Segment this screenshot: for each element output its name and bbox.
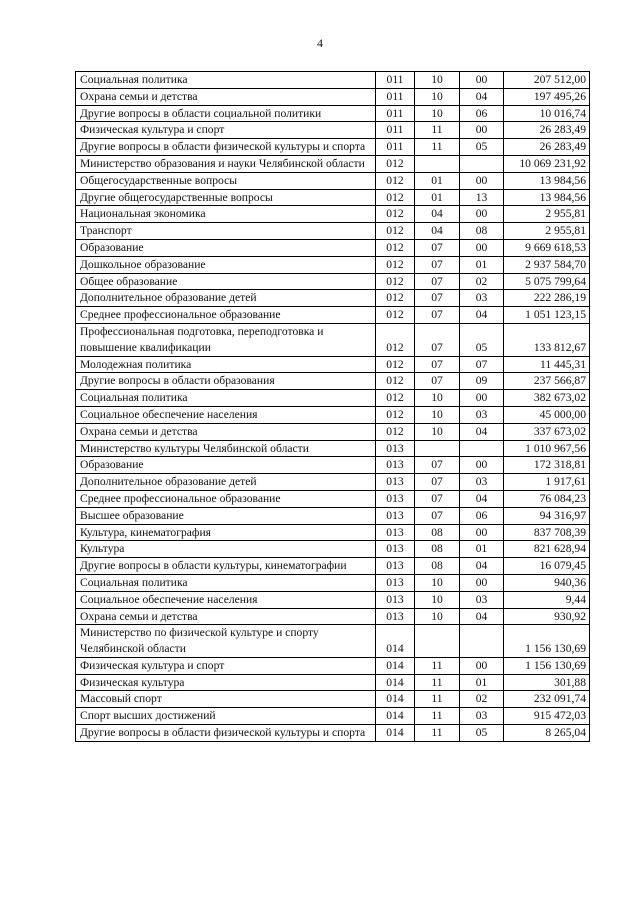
table-row	[76, 574, 590, 591]
subsection-code-cell: 06	[460, 507, 504, 524]
section-code-cell: 08	[415, 541, 460, 558]
subsection-code-cell: 00	[460, 390, 504, 407]
table-row	[76, 541, 590, 558]
subsection-code-cell: 02	[460, 273, 504, 290]
ministry-code-cell: 012	[376, 373, 415, 390]
amount-cell: 10 016,74	[504, 105, 590, 122]
ministry-code-cell: 012	[376, 273, 415, 290]
subsection-code-cell: 04	[460, 307, 504, 324]
amount-cell: 837 708,39	[504, 524, 590, 541]
budget-table	[75, 71, 590, 742]
table-row	[76, 423, 590, 440]
ministry-code-cell: 013	[376, 474, 415, 491]
table-row	[76, 490, 590, 507]
table-row	[76, 390, 590, 407]
section-code-cell: 11	[415, 691, 460, 708]
row-name-cell: Министерство по физической культуре и спорту Челябинской области	[76, 625, 376, 658]
subsection-code-cell: 03	[460, 290, 504, 307]
section-code-cell: 07	[415, 256, 460, 273]
subsection-code-cell: 00	[460, 172, 504, 189]
budget-table-body	[76, 72, 590, 742]
row-name-cell: Среднее профессиональное образование	[76, 490, 376, 507]
section-code-cell: 10	[415, 390, 460, 407]
row-name-cell: Культура, кинематография	[76, 524, 376, 541]
table-row	[76, 189, 590, 206]
ministry-code-cell: 012	[376, 189, 415, 206]
subsection-code-cell: 00	[460, 574, 504, 591]
amount-cell: 197 495,26	[504, 88, 590, 105]
row-name-cell: Образование	[76, 239, 376, 256]
ministry-code-cell: 012	[376, 323, 415, 356]
table-row	[76, 172, 590, 189]
amount-cell: 2 937 584,70	[504, 256, 590, 273]
ministry-code-cell: 012	[376, 290, 415, 307]
ministry-code-cell: 013	[376, 490, 415, 507]
subsection-code-cell: 08	[460, 223, 504, 240]
ministry-code-cell: 011	[376, 105, 415, 122]
table-row	[76, 122, 590, 139]
subsection-code-cell: 03	[460, 591, 504, 608]
section-code-cell: 07	[415, 356, 460, 373]
section-code-cell: 04	[415, 223, 460, 240]
subsection-code-cell: 00	[460, 72, 504, 89]
section-code-cell: 07	[415, 457, 460, 474]
section-code-cell: 11	[415, 725, 460, 742]
amount-cell: 45 000,00	[504, 406, 590, 423]
table-row	[76, 406, 590, 423]
amount-cell: 5 075 799,64	[504, 273, 590, 290]
row-name-cell: Национальная экономика	[76, 206, 376, 223]
amount-cell: 1 051 123,15	[504, 307, 590, 324]
table-row	[76, 507, 590, 524]
ministry-code-cell: 011	[376, 139, 415, 156]
section-code-cell: 08	[415, 558, 460, 575]
subsection-code-cell: 07	[460, 356, 504, 373]
row-name-cell: Общее образование	[76, 273, 376, 290]
subsection-code-cell: 00	[460, 239, 504, 256]
section-code-cell: 10	[415, 574, 460, 591]
row-name-cell: Социальная политика	[76, 574, 376, 591]
amount-cell: 915 472,03	[504, 708, 590, 725]
section-code-cell: 07	[415, 507, 460, 524]
row-name-cell: Дополнительное образование детей	[76, 290, 376, 307]
section-code-cell: 07	[415, 307, 460, 324]
amount-cell: 2 955,81	[504, 223, 590, 240]
subsection-code-cell: 00	[460, 524, 504, 541]
amount-cell: 930,92	[504, 608, 590, 625]
row-name-cell: Социальная политика	[76, 390, 376, 407]
row-name-cell: Общегосударственные вопросы	[76, 172, 376, 189]
subsection-code-cell: 01	[460, 541, 504, 558]
amount-cell: 222 286,19	[504, 290, 590, 307]
amount-cell: 94 316,97	[504, 507, 590, 524]
row-name-cell: Социальная политика	[76, 72, 376, 89]
subsection-code-cell: 04	[460, 88, 504, 105]
table-row	[76, 239, 590, 256]
subsection-code-cell	[460, 625, 504, 658]
amount-cell: 301,88	[504, 674, 590, 691]
subsection-code-cell: 03	[460, 406, 504, 423]
section-code-cell: 07	[415, 273, 460, 290]
section-code-cell: 11	[415, 122, 460, 139]
amount-cell: 76 084,23	[504, 490, 590, 507]
row-name-cell: Министерство образования и науки Челябинской области	[76, 155, 376, 172]
table-row	[76, 223, 590, 240]
subsection-code-cell: 00	[460, 206, 504, 223]
ministry-code-cell: 014	[376, 657, 415, 674]
section-code-cell: 10	[415, 88, 460, 105]
section-code-cell: 11	[415, 674, 460, 691]
ministry-code-cell: 013	[376, 457, 415, 474]
table-row	[76, 155, 590, 172]
amount-cell: 26 283,49	[504, 139, 590, 156]
ministry-code-cell: 013	[376, 608, 415, 625]
ministry-code-cell: 013	[376, 507, 415, 524]
row-name-cell: Другие вопросы в области культуры, кинематографии	[76, 558, 376, 575]
row-name-cell: Другие вопросы в области образования	[76, 373, 376, 390]
amount-cell: 1 156 130,69	[504, 625, 590, 658]
subsection-code-cell: 03	[460, 708, 504, 725]
table-row	[76, 657, 590, 674]
table-row	[76, 691, 590, 708]
amount-cell: 9 669 618,53	[504, 239, 590, 256]
row-name-cell: Дополнительное образование детей	[76, 474, 376, 491]
section-code-cell: 10	[415, 591, 460, 608]
amount-cell: 9,44	[504, 591, 590, 608]
amount-cell: 133 812,67	[504, 323, 590, 356]
amount-cell: 207 512,00	[504, 72, 590, 89]
section-code-cell: 10	[415, 105, 460, 122]
row-name-cell: Физическая культура и спорт	[76, 122, 376, 139]
row-name-cell: Высшее образование	[76, 507, 376, 524]
subsection-code-cell: 13	[460, 189, 504, 206]
table-row	[76, 290, 590, 307]
row-name-cell: Физическая культура	[76, 674, 376, 691]
subsection-code-cell: 02	[460, 691, 504, 708]
row-name-cell: Другие общегосударственные вопросы	[76, 189, 376, 206]
ministry-code-cell: 013	[376, 440, 415, 457]
ministry-code-cell: 012	[376, 423, 415, 440]
section-code-cell: 01	[415, 189, 460, 206]
row-name-cell: Социальное обеспечение населения	[76, 591, 376, 608]
subsection-code-cell: 00	[460, 457, 504, 474]
amount-cell: 2 955,81	[504, 206, 590, 223]
ministry-code-cell: 012	[376, 256, 415, 273]
ministry-code-cell: 014	[376, 725, 415, 742]
row-name-cell: Другие вопросы в области социальной политики	[76, 105, 376, 122]
row-name-cell: Среднее профессиональное образование	[76, 307, 376, 324]
row-name-cell: Профессиональная подготовка, переподготовка и повышение квалификации	[76, 323, 376, 356]
amount-cell: 11 445,31	[504, 356, 590, 373]
amount-cell: 16 079,45	[504, 558, 590, 575]
subsection-code-cell: 05	[460, 139, 504, 156]
amount-cell: 13 984,56	[504, 189, 590, 206]
amount-cell: 382 673,02	[504, 390, 590, 407]
row-name-cell: Охрана семьи и детства	[76, 88, 376, 105]
section-code-cell: 08	[415, 524, 460, 541]
ministry-code-cell: 012	[376, 239, 415, 256]
section-code-cell: 10	[415, 608, 460, 625]
subsection-code-cell	[460, 155, 504, 172]
table-row	[76, 273, 590, 290]
table-row	[76, 591, 590, 608]
subsection-code-cell: 06	[460, 105, 504, 122]
table-row	[76, 625, 590, 658]
row-name-cell: Молодежная политика	[76, 356, 376, 373]
table-row	[76, 674, 590, 691]
section-code-cell: 10	[415, 423, 460, 440]
section-code-cell: 10	[415, 406, 460, 423]
ministry-code-cell: 012	[376, 390, 415, 407]
table-row	[76, 72, 590, 89]
amount-cell: 1 917,61	[504, 474, 590, 491]
subsection-code-cell: 03	[460, 474, 504, 491]
amount-cell: 26 283,49	[504, 122, 590, 139]
amount-cell: 172 318,81	[504, 457, 590, 474]
table-row	[76, 524, 590, 541]
row-name-cell: Другие вопросы в области физической культуры и спорта	[76, 725, 376, 742]
row-name-cell: Охрана семьи и детства	[76, 608, 376, 625]
amount-cell: 13 984,56	[504, 172, 590, 189]
amount-cell: 8 265,04	[504, 725, 590, 742]
ministry-code-cell: 011	[376, 122, 415, 139]
amount-cell: 821 628,94	[504, 541, 590, 558]
row-name-cell: Спорт высших достижений	[76, 708, 376, 725]
table-row	[76, 88, 590, 105]
amount-cell: 237 566,87	[504, 373, 590, 390]
subsection-code-cell: 00	[460, 657, 504, 674]
ministry-code-cell: 012	[376, 356, 415, 373]
table-row	[76, 440, 590, 457]
table-row	[76, 708, 590, 725]
section-code-cell: 11	[415, 139, 460, 156]
ministry-code-cell: 011	[376, 88, 415, 105]
amount-cell: 1 010 967,56	[504, 440, 590, 457]
table-row	[76, 307, 590, 324]
section-code-cell: 07	[415, 290, 460, 307]
section-code-cell: 07	[415, 373, 460, 390]
row-name-cell: Другие вопросы в области физической культуры и спорта	[76, 139, 376, 156]
ministry-code-cell: 011	[376, 72, 415, 89]
ministry-code-cell: 012	[376, 406, 415, 423]
ministry-code-cell: 014	[376, 625, 415, 658]
subsection-code-cell: 09	[460, 373, 504, 390]
section-code-cell: 04	[415, 206, 460, 223]
table-row	[76, 558, 590, 575]
section-code-cell: 07	[415, 239, 460, 256]
row-name-cell: Культура	[76, 541, 376, 558]
table-row	[76, 256, 590, 273]
row-name-cell: Министерство культуры Челябинской области	[76, 440, 376, 457]
page-number: 4	[317, 36, 323, 50]
subsection-code-cell: 04	[460, 608, 504, 625]
subsection-code-cell: 04	[460, 558, 504, 575]
subsection-code-cell: 01	[460, 674, 504, 691]
ministry-code-cell: 012	[376, 155, 415, 172]
ministry-code-cell: 014	[376, 691, 415, 708]
section-code-cell: 11	[415, 708, 460, 725]
table-row	[76, 474, 590, 491]
ministry-code-cell: 013	[376, 574, 415, 591]
row-name-cell: Дошкольное образование	[76, 256, 376, 273]
subsection-code-cell	[460, 440, 504, 457]
table-row	[76, 457, 590, 474]
ministry-code-cell: 014	[376, 708, 415, 725]
section-code-cell: 07	[415, 323, 460, 356]
subsection-code-cell: 04	[460, 423, 504, 440]
table-row	[76, 373, 590, 390]
amount-cell: 1 156 130,69	[504, 657, 590, 674]
section-code-cell: 11	[415, 657, 460, 674]
row-name-cell: Социальное обеспечение населения	[76, 406, 376, 423]
row-name-cell: Транспорт	[76, 223, 376, 240]
amount-cell: 232 091,74	[504, 691, 590, 708]
amount-cell: 10 069 231,92	[504, 155, 590, 172]
table-row	[76, 323, 590, 356]
ministry-code-cell: 013	[376, 558, 415, 575]
row-name-cell: Массовый спорт	[76, 691, 376, 708]
section-code-cell: 07	[415, 490, 460, 507]
subsection-code-cell: 05	[460, 725, 504, 742]
section-code-cell	[415, 440, 460, 457]
section-code-cell: 07	[415, 474, 460, 491]
table-row	[76, 206, 590, 223]
table-row	[76, 608, 590, 625]
ministry-code-cell: 013	[376, 591, 415, 608]
table-row	[76, 356, 590, 373]
row-name-cell: Образование	[76, 457, 376, 474]
table-row	[76, 139, 590, 156]
section-code-cell	[415, 155, 460, 172]
ministry-code-cell: 012	[376, 206, 415, 223]
row-name-cell: Физическая культура и спорт	[76, 657, 376, 674]
subsection-code-cell: 01	[460, 256, 504, 273]
row-name-cell: Охрана семьи и детства	[76, 423, 376, 440]
ministry-code-cell: 012	[376, 172, 415, 189]
table-row	[76, 725, 590, 742]
ministry-code-cell: 012	[376, 307, 415, 324]
amount-cell: 940,36	[504, 574, 590, 591]
ministry-code-cell: 013	[376, 541, 415, 558]
subsection-code-cell: 05	[460, 323, 504, 356]
subsection-code-cell: 04	[460, 490, 504, 507]
section-code-cell: 01	[415, 172, 460, 189]
subsection-code-cell: 00	[460, 122, 504, 139]
section-code-cell: 10	[415, 72, 460, 89]
table-row	[76, 105, 590, 122]
ministry-code-cell: 014	[376, 674, 415, 691]
ministry-code-cell: 013	[376, 524, 415, 541]
ministry-code-cell: 012	[376, 223, 415, 240]
amount-cell: 337 673,02	[504, 423, 590, 440]
section-code-cell	[415, 625, 460, 658]
